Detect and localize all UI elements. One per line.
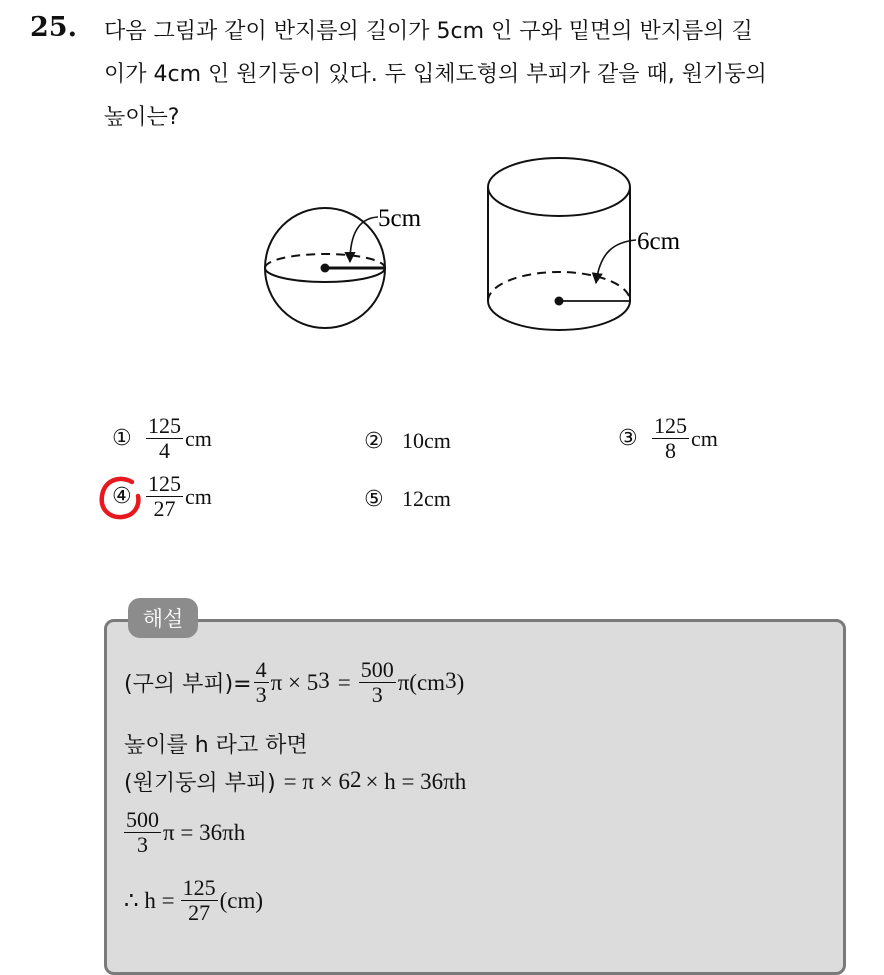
solution-line-5-num: 125 [182, 875, 216, 900]
choice-5-mark: ⑤ [364, 486, 384, 512]
question-number: 25. [30, 12, 77, 43]
solution-line-1-fraction-2 [359, 658, 396, 707]
choice-5-value: 12cm [402, 486, 451, 511]
solution-line-3-math-b: × h = 36πh [365, 768, 467, 794]
choice-2-mark: ② [364, 428, 384, 454]
choice-1-fraction [146, 414, 183, 463]
choice-3-numerator: 125 [654, 413, 687, 438]
solution-line-1-eq: = [337, 669, 351, 695]
question-line-1: 다음 그림과 같이 반지름의 길이가 5cm 인 구와 밑면의 반지름의 길 [104, 19, 753, 44]
solution-line-3-prefix: (원기둥의 부피) [124, 771, 276, 796]
solution-line-4-num: 500 [126, 807, 159, 832]
choice-4-denominator: 27 [153, 496, 176, 521]
solution-line-1-tail-exp: 3 [445, 667, 457, 693]
solution-line-3 [124, 766, 466, 797]
answer-circle-mark [96, 474, 148, 524]
solution-line-5-prefix: ∴ h = [124, 887, 175, 913]
choice-1-denominator: 4 [159, 438, 170, 463]
sphere-radius-label: 5cm [378, 205, 422, 232]
solid-figures [0, 0, 884, 400]
solution-line-1-fraction-2-den: 3 [371, 682, 383, 707]
solution-line-1-prefix: (구의 부피)= [124, 672, 252, 697]
cylinder-radius-label: 6cm [637, 228, 681, 255]
question-line-3: 높이는? [104, 105, 180, 130]
solution-line-1-mid: π × 5 [270, 669, 319, 695]
choice-1-mark: ① [112, 426, 132, 451]
solution-line-1-tail: π(cm [397, 669, 446, 695]
solution-line-1-close: ) [456, 669, 465, 695]
choice-3-mark: ③ [618, 426, 638, 451]
solution-line-3-exp: 2 [349, 766, 362, 792]
solution-line-5 [124, 876, 263, 925]
solution-line-3-math-a: = π × 6 [283, 768, 350, 794]
solution-line-1-fraction-2-num: 500 [360, 657, 394, 682]
choice-5[interactable] [364, 486, 451, 512]
solution-line-4-rest: π = 36πh [163, 819, 246, 845]
choice-3-denominator: 8 [665, 438, 676, 463]
choice-3-unit: cm [691, 425, 718, 451]
solution-tab: 해설 [128, 598, 198, 638]
choice-1-numerator: 125 [148, 413, 181, 438]
cylinder [488, 158, 636, 330]
choice-4-unit: cm [185, 483, 212, 509]
choice-3[interactable] [618, 414, 718, 463]
choice-4-numerator: 125 [148, 471, 181, 496]
choice-2-value: 10cm [402, 428, 451, 453]
choice-4-mark: ④ [112, 484, 132, 509]
solution-line-4-den: 3 [137, 832, 148, 857]
solution-line-1-fraction-1-num: 4 [255, 657, 267, 682]
choice-1-unit: cm [185, 425, 212, 451]
solution-line-1-fraction-1 [254, 658, 269, 707]
choice-2[interactable] [364, 428, 451, 454]
solution-line-4 [124, 808, 245, 857]
choice-4-fraction [146, 472, 183, 521]
question-line-2: 이가 4cm 인 원기둥이 있다. 두 입체도형의 부피가 같을 때, 원기둥의 [104, 62, 767, 87]
solution-line-2: 높이를 h 라고 하면 [124, 733, 308, 758]
solution-line-1-exp: 3 [318, 667, 330, 693]
solution-line-4-fraction [124, 808, 161, 857]
solution-line-5-den: 27 [188, 900, 211, 925]
solution-line-5-fraction [181, 876, 218, 925]
choice-3-fraction [652, 414, 689, 463]
solution-line-1 [124, 658, 464, 707]
choice-1[interactable] [112, 414, 212, 463]
solution-line-5-unit: (cm) [219, 887, 264, 913]
sphere [265, 208, 385, 328]
solution-line-1-fraction-1-den: 3 [255, 682, 267, 707]
